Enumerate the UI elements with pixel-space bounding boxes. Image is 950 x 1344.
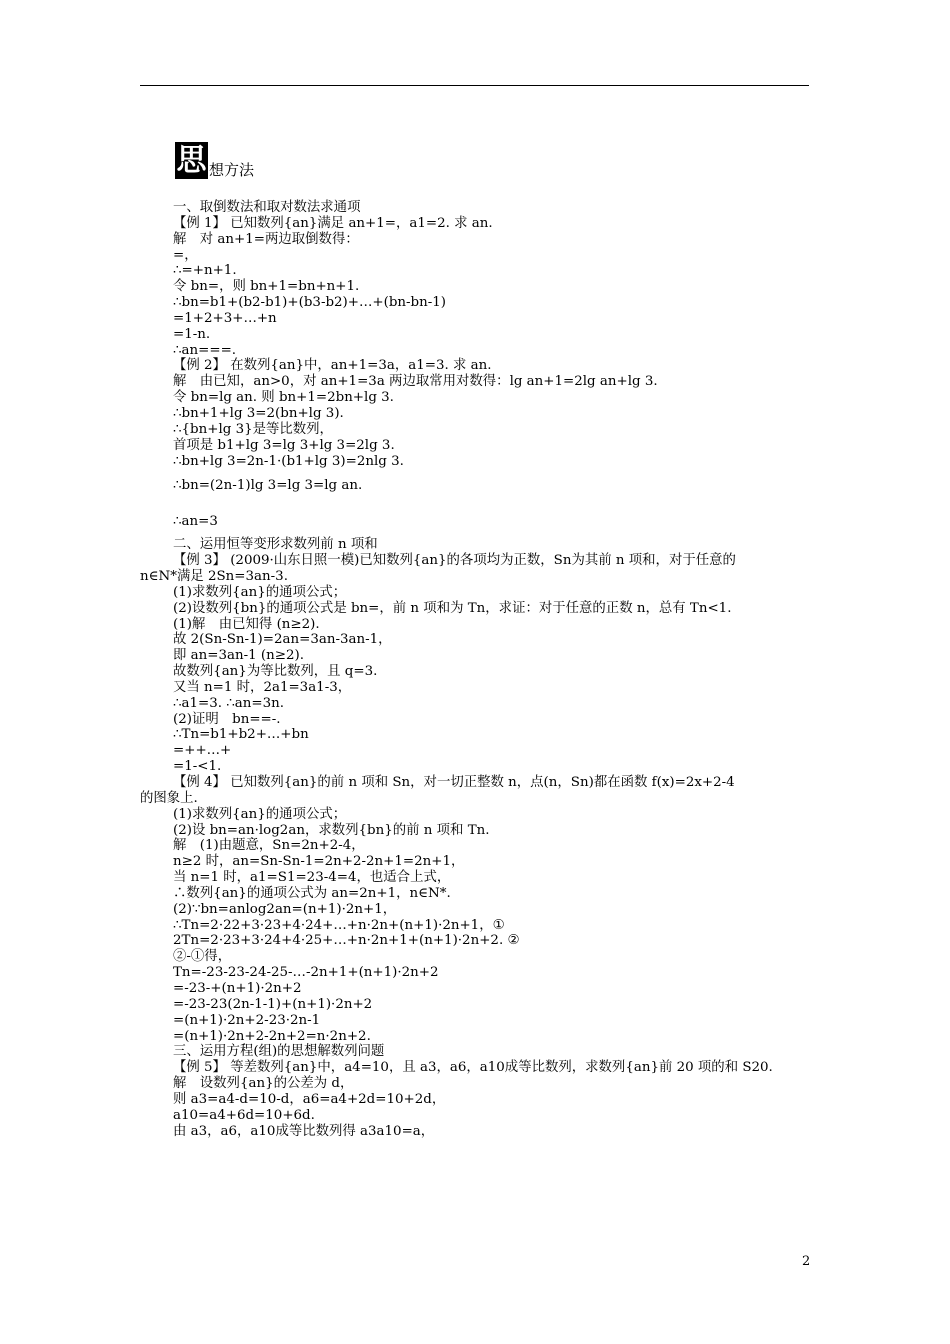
- text-line: ②-①得，: [173, 949, 232, 965]
- document-body: [140, 200, 812, 1139]
- text-line: 解 由已知，an>0，对 an+1=3a 两边取常用对数得：lg an+1=2lg an+lg 3.: [173, 374, 658, 390]
- text-line: ∴数列{an}的通项公式为 an=2n+1，n∈N*.: [173, 885, 451, 901]
- text-line: (2)设数列{bn}的通项公式是 bn=，前 n 项和为 Tn，求证：对于任意的正数 n，总有 Tn<1.: [173, 600, 732, 616]
- text-line: ∴bn+1+lg 3=2(bn+lg 3).: [173, 405, 344, 421]
- text-line: n≥2 时，an=Sn-Sn-1=2n+2-2n+1=2n+1，: [173, 854, 465, 870]
- text-line: 2Tn=2·23+3·24+4·25+…+n·2n+1+(n+1)·2n+2. ②: [173, 933, 520, 949]
- text-line: 【例 2】 在数列{an}中，an+1=3a，a1=3. 求 an.: [173, 358, 492, 374]
- text-line: (2)设 bn=an·log2an，求数列{bn}的前 n 项和 Tn.: [173, 822, 490, 838]
- text-line: 则 a3=a4-d=10-d，a6=a4+2d=10+2d，: [173, 1091, 446, 1107]
- page-number: 2: [802, 1254, 811, 1269]
- text-line: ∴Tn=2·22+3·23+4·24+…+n·2n+(n+1)·2n+1，①: [173, 917, 505, 933]
- text-line: 故 2(Sn-Sn-1)=2an=3an-3an-1，: [173, 632, 392, 648]
- text-line: ∴=+n+1.: [173, 263, 237, 279]
- text-line: ∴{bn+lg 3}是等比数列，: [173, 421, 333, 437]
- text-line: (1)求数列{an}的通项公式；: [173, 806, 347, 822]
- text-line: ∴bn=(2n-1)lg 3=lg 3=lg an.: [173, 478, 363, 494]
- text-line: (1)解 由已知得 (n≥2).: [173, 616, 320, 632]
- text-line: ∴bn+lg 3=2n-1·(b1+lg 3)=2nlg 3.: [173, 453, 404, 469]
- text-line: 故数列{an}为等比数列，且 q=3.: [173, 664, 378, 680]
- text-line: 一、取倒数法和取对数法求通项: [173, 200, 361, 215]
- text-line: =，: [173, 247, 198, 263]
- text-line: a10=a4+6d=10+6d.: [173, 1107, 315, 1123]
- text-line: 【例 3】 (2009·山东日照一模)已知数列{an}的各项均为正数，Sn为其前 n 项和，对于任意的: [173, 553, 736, 569]
- text-line: 令 bn=lg an. 则 bn+1=2bn+lg 3.: [173, 390, 394, 406]
- text-line: 【例 5】 等差数列{an}中，a4=10，且 a3，a6，a10成等比数列，求数列{an}前 20 项的和 S20.: [173, 1060, 773, 1076]
- heading-rest: 想方法: [209, 161, 255, 179]
- text-line: 又当 n=1 时，2a1=3a1-3，: [173, 679, 352, 695]
- text-line: =(n+1)·2n+2-23·2n-1: [173, 1012, 321, 1028]
- text-line: ∴an=3: [173, 514, 218, 530]
- text-line: 三、运用方程(组)的思想解数列问题: [173, 1044, 385, 1060]
- text-line: Tn=-23-23-24-25-…-2n+1+(n+1)·2n+2: [173, 965, 439, 981]
- text-line: n∈N*满足 2Sn=3an-3.: [140, 569, 288, 585]
- text-line: 即 an=3an-1 (n≥2).: [173, 648, 304, 664]
- text-line: =(n+1)·2n+2-2n+2=n·2n+2.: [173, 1028, 371, 1044]
- text-line: 解 设数列{an}的公差为 d，: [173, 1076, 354, 1092]
- text-line: (2)证明 bn==-.: [173, 711, 281, 727]
- header-rule: [140, 85, 809, 86]
- heading-box-char: 思: [176, 143, 207, 178]
- text-line: =1-n.: [173, 326, 211, 342]
- text-line: ∴bn=b1+(b2-b1)+(b3-b2)+…+(bn-bn-1): [173, 295, 447, 311]
- text-line: 的图象上.: [140, 790, 198, 806]
- text-line: =++…+: [173, 743, 232, 759]
- text-line: 解 (1)由题意，Sn=2n+2-4，: [173, 838, 365, 854]
- text-line: 解 对 an+1=两边取倒数得：: [173, 231, 359, 247]
- text-line: 当 n=1 时，a1=S1=23-4=4，也适合上式，: [173, 870, 451, 886]
- text-line: ∴a1=3. ∴an=3n.: [173, 695, 285, 711]
- text-line: (2)∵bn=anlog2an=(n+1)·2n+1，: [173, 901, 397, 917]
- text-line: 首项是 b1+lg 3=lg 3+lg 3=2lg 3.: [173, 437, 395, 453]
- text-line: =-23-+(n+1)·2n+2: [173, 980, 302, 996]
- text-line: 【例 4】 已知数列{an}的前 n 项和 Sn，对一切正整数 n，点(n，Sn)都在函数 f(x)=2x+2-4: [173, 775, 735, 790]
- text-line: =-23-23(2n-1-1)+(n+1)·2n+2: [173, 996, 373, 1012]
- text-line: =1+2+3+…+n: [173, 310, 277, 326]
- text-line: 【例 1】 已知数列{an}满足 an+1=，a1=2. 求 an.: [173, 215, 493, 231]
- text-line: =1-<1.: [173, 759, 222, 775]
- text-line: ∴an===.: [173, 342, 237, 358]
- text-line: (1)求数列{an}的通项公式；: [173, 584, 347, 600]
- section-heading: [175, 142, 254, 179]
- text-line: 二、运用恒等变形求数列前 n 项和: [173, 537, 378, 553]
- text-line: 由 a3，a6，a10成等比数列得 a3a10=a，: [173, 1123, 435, 1139]
- text-line: ∴Tn=b1+b2+…+bn: [173, 727, 309, 743]
- text-line: 令 bn=，则 bn+1=bn+n+1.: [173, 279, 360, 295]
